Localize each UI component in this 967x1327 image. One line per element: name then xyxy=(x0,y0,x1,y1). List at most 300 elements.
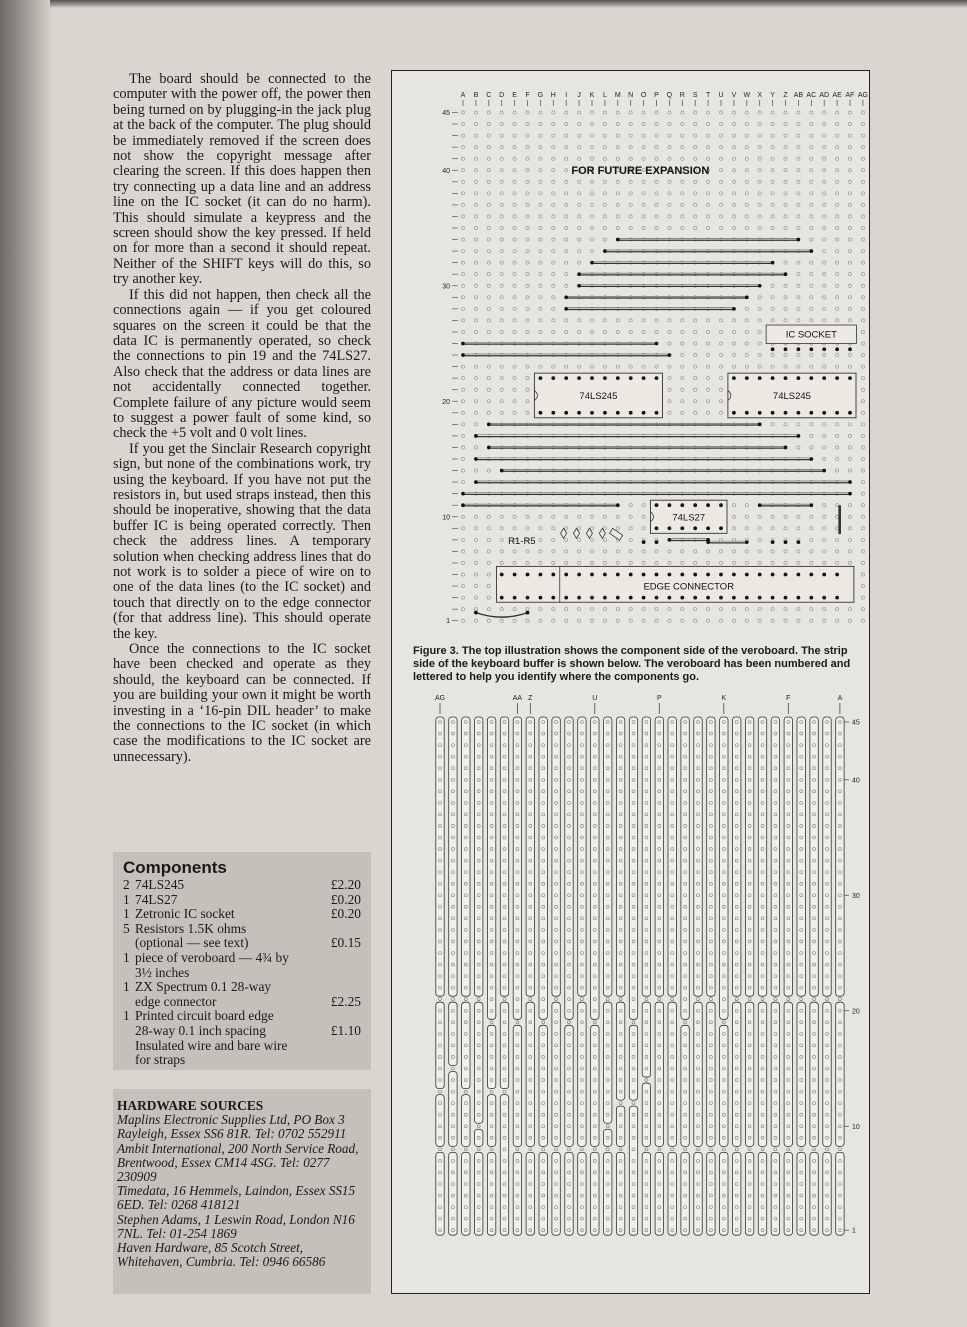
hole xyxy=(526,319,529,322)
hole xyxy=(810,365,813,368)
hole xyxy=(784,561,787,564)
column-letter: D xyxy=(499,92,505,99)
component-pin xyxy=(668,503,672,507)
hole xyxy=(668,192,671,195)
hole xyxy=(474,134,477,137)
hole xyxy=(810,192,813,195)
hole xyxy=(513,365,516,368)
hole xyxy=(474,365,477,368)
hole xyxy=(461,238,464,241)
hole xyxy=(836,192,839,195)
hole xyxy=(797,515,800,518)
hole xyxy=(745,157,748,160)
solder-point xyxy=(603,249,607,253)
hole xyxy=(771,192,774,195)
hole xyxy=(642,504,645,507)
hole xyxy=(784,319,787,322)
hole xyxy=(526,550,529,553)
hole xyxy=(810,203,813,206)
copper-strip xyxy=(591,717,599,1019)
column-letter: L xyxy=(602,92,607,99)
component-desc: 3½ inches xyxy=(135,964,190,980)
hole xyxy=(784,180,787,183)
hole xyxy=(823,353,826,356)
hole xyxy=(823,619,826,622)
hole xyxy=(861,215,864,218)
hole xyxy=(758,330,761,333)
hole xyxy=(758,146,761,149)
hole xyxy=(694,388,697,391)
hole xyxy=(681,157,684,160)
hole xyxy=(539,261,542,264)
hole xyxy=(784,619,787,622)
solder-point xyxy=(577,272,581,276)
component-pin xyxy=(745,573,749,577)
hole xyxy=(836,180,839,183)
hole xyxy=(784,122,787,125)
hole xyxy=(603,365,606,368)
hole xyxy=(823,250,826,253)
strip-hole xyxy=(774,998,777,1001)
component-pin xyxy=(784,540,788,544)
hole xyxy=(616,215,619,218)
hole xyxy=(694,561,697,564)
hole xyxy=(513,134,516,137)
hole xyxy=(823,111,826,114)
hole xyxy=(526,250,529,253)
components-box xyxy=(113,852,371,1070)
solder-point xyxy=(771,261,775,265)
strip-hole xyxy=(439,1090,442,1093)
hole xyxy=(707,353,710,356)
hole xyxy=(500,608,503,611)
hole xyxy=(848,319,851,322)
hole xyxy=(797,307,800,310)
hole xyxy=(655,134,658,137)
hole xyxy=(552,515,555,518)
hole xyxy=(552,203,555,206)
hole xyxy=(823,434,826,437)
hole xyxy=(694,319,697,322)
strip-hole xyxy=(477,1148,480,1151)
hole xyxy=(694,180,697,183)
hole xyxy=(616,111,619,114)
strip-hole xyxy=(632,1021,635,1024)
hole xyxy=(810,619,813,622)
component-pin xyxy=(797,540,801,544)
hole xyxy=(500,550,503,553)
hole xyxy=(861,296,864,299)
component-qty xyxy=(123,1039,135,1054)
hole xyxy=(681,608,684,611)
hole xyxy=(500,134,503,137)
hole xyxy=(539,307,542,310)
hole xyxy=(590,515,593,518)
hole xyxy=(461,365,464,368)
hole xyxy=(603,238,606,241)
hole xyxy=(707,192,710,195)
hole xyxy=(461,226,464,229)
hole xyxy=(565,250,568,253)
hole xyxy=(513,330,516,333)
hole xyxy=(603,561,606,564)
hole xyxy=(668,619,671,622)
hole xyxy=(848,273,851,276)
hole xyxy=(642,561,645,564)
hole xyxy=(487,365,490,368)
hole xyxy=(668,365,671,368)
hole xyxy=(719,180,722,183)
hole xyxy=(474,215,477,218)
strip-hole xyxy=(800,998,803,1001)
hole xyxy=(500,365,503,368)
hole xyxy=(784,261,787,264)
hole xyxy=(655,330,658,333)
component-pin xyxy=(616,596,620,600)
hole xyxy=(500,330,503,333)
sources-title: HARDWARE SOURCES xyxy=(117,1098,264,1113)
hole xyxy=(707,111,710,114)
component-pin xyxy=(668,573,672,577)
column-letter: G xyxy=(537,92,544,99)
hole xyxy=(603,111,606,114)
hole xyxy=(694,400,697,403)
hole xyxy=(539,157,542,160)
component-price xyxy=(317,1039,361,1054)
hole xyxy=(732,550,735,553)
hole xyxy=(552,261,555,264)
hole xyxy=(578,180,581,183)
hole xyxy=(694,215,697,218)
hole xyxy=(719,169,722,172)
strip-hole xyxy=(619,998,622,1001)
column-letter: K xyxy=(589,92,595,99)
hole xyxy=(836,423,839,426)
hole xyxy=(694,342,697,345)
hole xyxy=(745,111,748,114)
hole xyxy=(810,353,813,356)
hole xyxy=(694,226,697,229)
hole xyxy=(694,365,697,368)
hole xyxy=(861,342,864,345)
hole xyxy=(487,330,490,333)
hole xyxy=(823,261,826,264)
hole xyxy=(461,469,464,472)
strip-hole xyxy=(761,1148,764,1151)
hole xyxy=(513,561,516,564)
hole xyxy=(861,504,864,507)
hole xyxy=(719,122,722,125)
strip-hole xyxy=(658,998,661,1001)
hole xyxy=(797,226,800,229)
component-qty xyxy=(123,936,135,951)
copper-strip xyxy=(539,1152,547,1235)
hole xyxy=(797,203,800,206)
hole xyxy=(694,146,697,149)
hole xyxy=(629,192,632,195)
copper-strip xyxy=(720,1152,728,1235)
component-qty: 2 xyxy=(123,877,130,892)
hole xyxy=(771,111,774,114)
hole xyxy=(771,561,774,564)
hole xyxy=(681,215,684,218)
hole xyxy=(771,296,774,299)
hole xyxy=(539,538,542,541)
hole xyxy=(694,550,697,553)
component-pin xyxy=(642,540,646,544)
strip-hole xyxy=(697,998,700,1001)
strip-hole xyxy=(671,1148,674,1151)
hole xyxy=(461,377,464,380)
hole xyxy=(707,365,710,368)
hole xyxy=(797,608,800,611)
strip-hole xyxy=(464,1148,467,1151)
hole xyxy=(629,550,632,553)
component-price: £0.20 xyxy=(330,906,361,922)
component-pin xyxy=(564,596,568,600)
hole xyxy=(642,157,645,160)
hole xyxy=(810,169,813,172)
hole xyxy=(861,203,864,206)
hole xyxy=(681,365,684,368)
component-pin xyxy=(822,573,826,577)
hole xyxy=(848,122,851,125)
hole xyxy=(474,608,477,611)
solder-point xyxy=(848,492,852,496)
hole xyxy=(668,111,671,114)
hole xyxy=(848,261,851,264)
source-entry: Timedata, 16 Hemmels, Laindon, Essex SS15 6ED. Tel: 0268 418121 xyxy=(117,1183,356,1213)
hole xyxy=(513,284,516,287)
hole xyxy=(694,192,697,195)
hole xyxy=(771,307,774,310)
column-letter: H xyxy=(550,92,556,99)
hole xyxy=(513,296,516,299)
hole xyxy=(565,146,568,149)
hole xyxy=(797,365,800,368)
hole xyxy=(487,561,490,564)
hole xyxy=(500,192,503,195)
copper-strip xyxy=(642,1002,650,1077)
hole xyxy=(668,550,671,553)
hole xyxy=(848,365,851,368)
hole xyxy=(526,238,529,241)
hole xyxy=(461,296,464,299)
component-pin xyxy=(784,376,788,380)
hole xyxy=(719,157,722,160)
hole xyxy=(655,146,658,149)
hole xyxy=(732,215,735,218)
solder-point xyxy=(487,423,491,427)
hole xyxy=(539,527,542,530)
hole xyxy=(642,608,645,611)
hole xyxy=(745,215,748,218)
component-pin xyxy=(551,573,555,577)
component-row xyxy=(123,995,361,1010)
hole xyxy=(513,122,516,125)
copper-strip xyxy=(487,1095,495,1147)
hole xyxy=(681,319,684,322)
hole xyxy=(487,550,490,553)
solder-point xyxy=(577,284,581,288)
hole xyxy=(500,146,503,149)
hole xyxy=(861,596,864,599)
hole xyxy=(474,388,477,391)
hole xyxy=(836,353,839,356)
hole xyxy=(707,134,710,137)
hole xyxy=(848,203,851,206)
hole xyxy=(810,122,813,125)
hole xyxy=(616,527,619,530)
copper-strip xyxy=(436,1152,444,1235)
hole xyxy=(539,192,542,195)
hole xyxy=(474,319,477,322)
component-qty: 1 xyxy=(123,891,130,907)
hole xyxy=(668,319,671,322)
hole xyxy=(642,203,645,206)
hole xyxy=(487,619,490,622)
hole xyxy=(513,261,516,264)
hole xyxy=(474,226,477,229)
hole xyxy=(590,561,593,564)
hole xyxy=(797,169,800,172)
copper-strip xyxy=(629,1025,637,1100)
hole xyxy=(836,538,839,541)
hole xyxy=(565,111,568,114)
hole xyxy=(732,353,735,356)
hole xyxy=(487,296,490,299)
component-pin xyxy=(797,596,801,600)
hole xyxy=(474,250,477,253)
hole xyxy=(603,538,606,541)
hole xyxy=(707,319,710,322)
component-pin xyxy=(719,526,723,530)
hole xyxy=(732,169,735,172)
hole xyxy=(655,550,658,553)
copper-strip xyxy=(797,1152,805,1235)
hole xyxy=(758,353,761,356)
hole xyxy=(848,157,851,160)
hole xyxy=(539,111,542,114)
hole xyxy=(707,388,710,391)
component-price xyxy=(317,980,361,995)
hole xyxy=(861,515,864,518)
component-pin xyxy=(809,573,813,577)
hole xyxy=(848,284,851,287)
hole xyxy=(784,353,787,356)
solder-point xyxy=(758,284,762,288)
component-pin xyxy=(551,376,555,380)
hole xyxy=(681,146,684,149)
hole xyxy=(861,434,864,437)
hole xyxy=(629,203,632,206)
hole xyxy=(848,423,851,426)
component-pin xyxy=(474,611,478,615)
hole xyxy=(836,261,839,264)
hole xyxy=(861,446,864,449)
hole xyxy=(590,122,593,125)
hole xyxy=(461,180,464,183)
hole xyxy=(513,180,516,183)
hole xyxy=(474,573,477,576)
copper-strip xyxy=(436,1095,444,1147)
strip-hole xyxy=(555,1148,558,1151)
hole xyxy=(810,296,813,299)
hole xyxy=(590,619,593,622)
component-price: £0.15 xyxy=(330,935,361,951)
hole xyxy=(487,469,490,472)
strip-hole xyxy=(516,1021,519,1024)
hole xyxy=(616,180,619,183)
component-desc: piece of veroboard — 4¾ by xyxy=(135,949,289,965)
solder-point xyxy=(758,423,762,427)
hole xyxy=(707,330,710,333)
component-pin xyxy=(822,596,826,600)
solder-point xyxy=(564,296,568,300)
strip-hole xyxy=(826,998,829,1001)
component-pin xyxy=(655,503,659,507)
strip-column-marker: AA xyxy=(512,695,523,702)
hole xyxy=(836,296,839,299)
component-pin xyxy=(500,573,504,577)
hole xyxy=(771,365,774,368)
hole xyxy=(861,111,864,114)
component-price xyxy=(317,951,361,966)
hole xyxy=(861,330,864,333)
hole xyxy=(487,146,490,149)
hole xyxy=(719,330,722,333)
component-desc: 74LS245 xyxy=(135,877,185,892)
strip-hole xyxy=(645,1148,648,1151)
hole xyxy=(668,215,671,218)
column-letter: O xyxy=(640,92,647,99)
hole xyxy=(526,411,529,414)
hole xyxy=(797,157,800,160)
hole xyxy=(526,608,529,611)
hole xyxy=(719,561,722,564)
strip-row-number: 40 xyxy=(852,777,860,785)
hole xyxy=(642,122,645,125)
hole xyxy=(848,307,851,310)
hole xyxy=(810,538,813,541)
hole xyxy=(784,192,787,195)
hole xyxy=(784,515,787,518)
hole xyxy=(552,169,555,172)
row-number: 1 xyxy=(446,618,450,626)
hole xyxy=(487,226,490,229)
component-pin xyxy=(590,573,594,577)
strip-hole xyxy=(722,1021,725,1024)
strip-hole xyxy=(451,1148,454,1151)
hole xyxy=(707,157,710,160)
hole xyxy=(642,146,645,149)
hole xyxy=(681,226,684,229)
component-pin xyxy=(668,596,672,600)
hole xyxy=(861,527,864,530)
component-pin xyxy=(629,596,633,600)
hole xyxy=(565,203,568,206)
hole xyxy=(836,446,839,449)
hole xyxy=(823,296,826,299)
hole xyxy=(668,146,671,149)
hole xyxy=(474,411,477,414)
hole xyxy=(500,400,503,403)
hole xyxy=(565,261,568,264)
strip-hole xyxy=(439,1148,442,1151)
copper-strip xyxy=(487,717,495,1019)
hole xyxy=(461,538,464,541)
hole xyxy=(810,527,813,530)
